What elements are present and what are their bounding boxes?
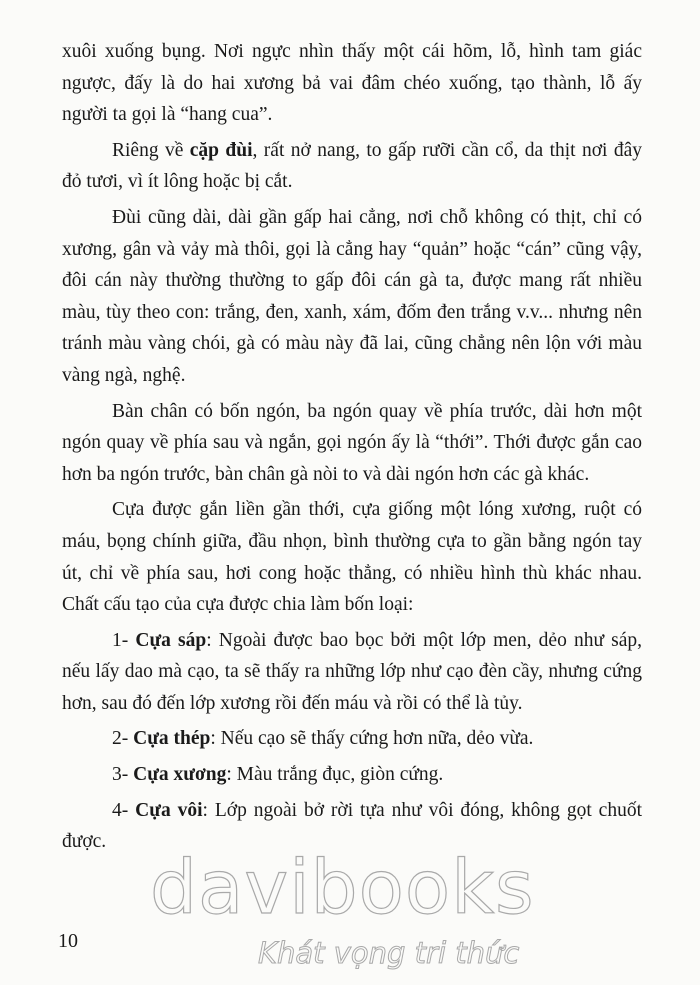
bold-term: cặp đùi xyxy=(189,139,253,161)
bold-term: Cựa vôi xyxy=(135,799,203,821)
list-number: 2- xyxy=(112,728,134,750)
paragraph-dui: Đùi cũng dài, dài gần gấp hai cẳng, nơi chỗ không có thịt, chỉ có xương, gân và vảy mà thôi, gọi là cẳng hay “quản” hoặc “cán” cũng vậy, đôi cán này thường thường to gấp đôi cán gà ta, được mang rất nhiều màu, tùy theo con: trắng, đen, xanh, xám, đốm đen trắng v.v... nhưng nên tránh màu vàng chói, gà có màu này đã lai, cũng chẳng nên lộn với màu vàng ngà, nghệ. xyxy=(62,206,642,386)
paragraph-ban-chan: Bàn chân có bốn ngón, ba ngón quay về phía trước, dài hơn một ngón quay về phía sau và ngắn, gọi ngón ấy là “thới”. Thới được gắn cao hơn ba ngón trước, bàn chân gà nòi to và dài ngón hơn các gà khác. xyxy=(62,400,642,485)
watermark xyxy=(150,845,590,970)
list-item-cua-sap xyxy=(62,625,642,720)
page-number: 10 xyxy=(58,930,78,952)
watermark-logo: davibooks xyxy=(150,845,535,931)
text-run: : Nếu cạo sẽ thấy cứng hơn nữa, dẻo vừa. xyxy=(210,728,534,750)
list-number: 3- xyxy=(112,764,134,786)
watermark-tagline: Khát vọng tri thức xyxy=(258,936,520,970)
text-run: : Lớp ngoài bở rời tựa như vôi đóng, không gọt chuốt được. xyxy=(62,799,642,853)
bold-term: Cựa sáp xyxy=(135,629,207,651)
list-number: 4- xyxy=(112,799,136,821)
text-run: , rất nở nang, to gấp rưỡi cần cổ, da thịt nơi đây đỏ tươi, vì ít lông hoặc bị cắt. xyxy=(62,139,643,193)
bold-term: Cựa xương xyxy=(133,764,227,786)
page-body xyxy=(62,36,642,858)
text-run: : Màu trắng đục, giòn cứng. xyxy=(226,764,444,786)
paragraph-cua: Cựa được gắn liền gần thới, cựa giống một lóng xương, ruột có máu, bọng chính giữa, đầu nhọn, bình thường cựa to gần bằng ngón tay út, chỉ về phía sau, hơi cong hoặc thẳng, có nhiều hình thù khác nhau. Chất cấu tạo của cựa được chia làm bốn loại: xyxy=(62,499,642,616)
text-run: Riêng về xyxy=(112,139,190,161)
list-item-cua-thep xyxy=(62,723,642,755)
paragraph-cap-dui xyxy=(62,135,642,198)
bold-term: Cựa thép xyxy=(133,728,211,750)
text-run: : Ngoài được bao bọc bởi một lớp men, dẻo như sáp, nếu lấy dao mà cạo, ta sẽ thấy ra những lớp như cạo đèn cầy, nhưng cứng hơn, sau đó đến lớp xương rồi đến máu và rồi có thể là tủy. xyxy=(62,629,643,714)
paragraph-continuation: xuôi xuống bụng. Nơi ngực nhìn thấy một cái hõm, lỗ, hình tam giác ngược, đấy là do hai xương bả vai đâm chéo xuống, tạo thành, lỗ ấy người ta gọi là “hang cua”. xyxy=(62,41,642,126)
list-number: 1- xyxy=(112,629,136,651)
list-item-cua-xuong xyxy=(62,759,642,791)
